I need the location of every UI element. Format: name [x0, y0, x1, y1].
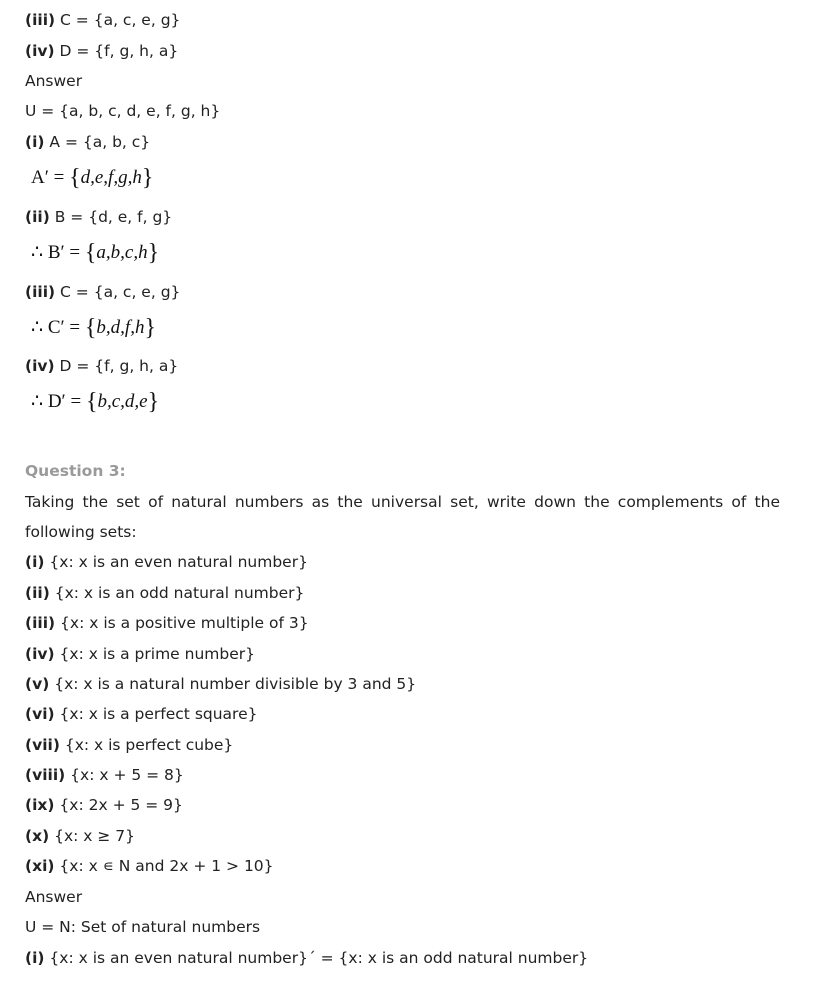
- question-item: (viii) {x: x + 5 = 8}: [25, 766, 184, 784]
- complement-result: ∴ B′ = {a,b,c,h}: [31, 240, 160, 266]
- question-prompt: Taking the set of natural numbers as the universal set, write down the complements of the following sets:: [25, 493, 780, 541]
- question-item: (i) {x: x is an even natural number}: [25, 553, 308, 571]
- answer-part: (ii) B = {d, e, f, g}: [25, 208, 173, 226]
- answer-part: (i) A = {a, b, c}: [25, 133, 151, 151]
- complement-result: ∴ D′ = {b,c,d,e}: [31, 389, 160, 415]
- question-item: (vi) {x: x is a perfect square}: [25, 705, 258, 723]
- answer-part: (iv) D = {f, g, h, a}: [25, 357, 179, 375]
- answer-heading: Answer: [25, 888, 83, 906]
- complement-result: ∴ C′ = {b,d,f,h}: [31, 315, 156, 341]
- set-definition-c: (iii) C = {a, c, e, g}: [25, 11, 181, 29]
- question-title: Question 3:: [25, 462, 126, 480]
- universal-set: U = {a, b, c, d, e, f, g, h}: [25, 102, 221, 120]
- complement-result: A′ = {d,e,f,g,h}: [31, 165, 154, 191]
- question-item: (ii) {x: x is an odd natural number}: [25, 584, 305, 602]
- answer-part: (i) {x: x is an even natural number}´ = {x: x is an odd natural number}: [25, 949, 589, 967]
- question-item: (iii) {x: x is a positive multiple of 3}: [25, 614, 309, 632]
- answer-part: (iii) C = {a, c, e, g}: [25, 283, 181, 301]
- question-item: (xi) {x: x ∊ N and 2x + 1 > 10}: [25, 857, 274, 875]
- question-item: (vii) {x: x is perfect cube}: [25, 736, 234, 754]
- question-item: (v) {x: x is a natural number divisible by 3 and 5}: [25, 675, 417, 693]
- question-item: (ix) {x: 2x + 5 = 9}: [25, 796, 183, 814]
- question-item: (iv) {x: x is a prime number}: [25, 645, 255, 663]
- universal-set: U = N: Set of natural numbers: [25, 918, 261, 936]
- set-definition-d: (iv) D = {f, g, h, a}: [25, 42, 179, 60]
- question-item: (x) {x: x ≥ 7}: [25, 827, 136, 845]
- answer-heading: Answer: [25, 72, 83, 90]
